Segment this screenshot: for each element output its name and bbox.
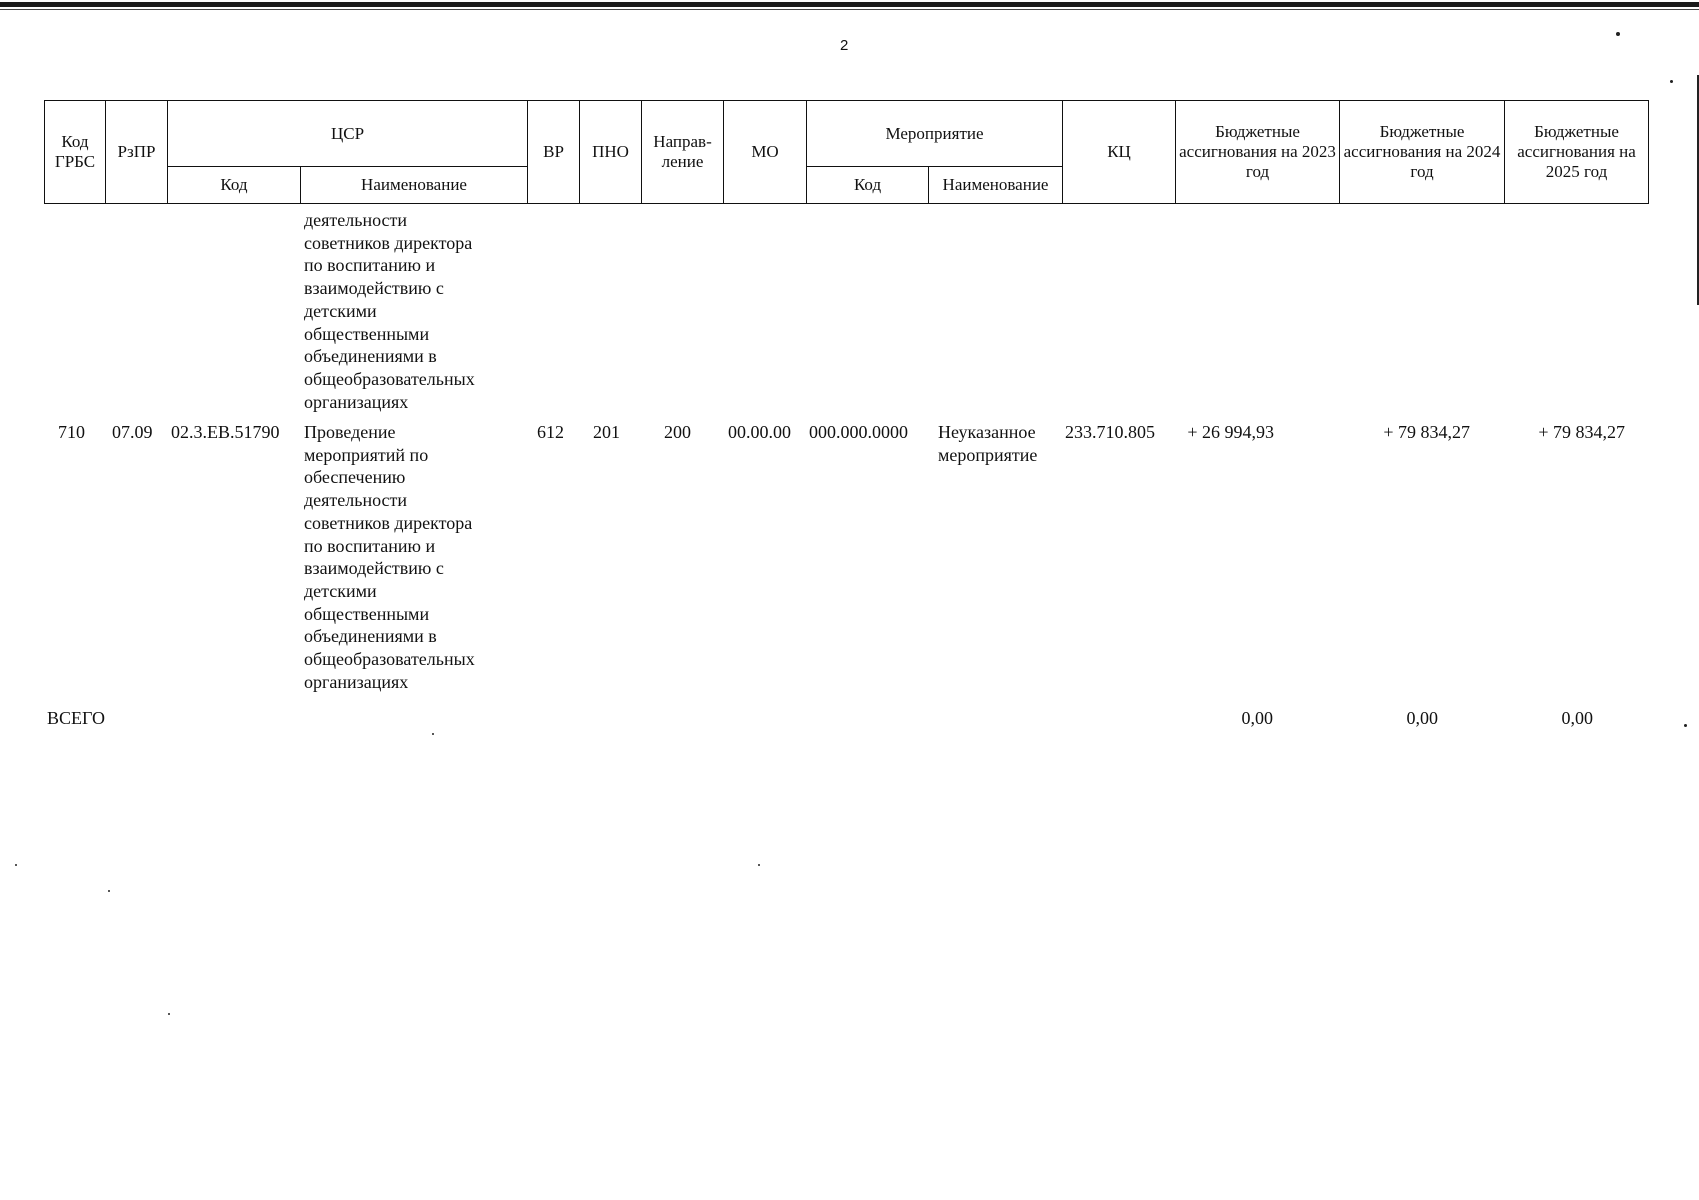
row-pno: 201 <box>593 422 620 442</box>
row-budget-2024: + 79 834,27 <box>1383 422 1470 442</box>
scan-speck <box>1670 80 1673 83</box>
row-mo: 00.00.00 <box>728 422 791 442</box>
row-grbs: 710 <box>58 422 85 442</box>
total-budget-2023: 0,00 <box>1241 708 1273 728</box>
continued-line: взаимодействию с <box>304 278 444 299</box>
scan-speck <box>108 890 110 892</box>
header-csr-code: Код <box>168 167 301 204</box>
row-event-code: 000.000.0000 <box>809 422 908 442</box>
csr-name-line: мероприятий по <box>304 444 429 465</box>
total-budget-2024: 0,00 <box>1406 708 1438 728</box>
csr-name-line: общеобразовательных <box>304 649 475 670</box>
header-event-code: Код <box>807 167 929 204</box>
continued-line: общественными <box>304 323 430 344</box>
csr-name-line: по воспитанию и <box>304 535 436 556</box>
total-label: ВСЕГО <box>47 708 105 728</box>
header-pno: ПНО <box>580 101 642 204</box>
continued-line: по воспитанию и <box>304 255 436 276</box>
csr-name-line: Проведение <box>304 422 396 442</box>
csr-name-line: обеспечению <box>304 467 406 488</box>
csr-name-line: детскими <box>304 580 377 601</box>
header-mo: МО <box>724 101 807 204</box>
row-event-name <box>938 421 1037 466</box>
scan-speck <box>1684 724 1687 727</box>
row-budget-2025: + 79 834,27 <box>1538 422 1625 442</box>
header-csr-name: Наименование <box>301 167 528 204</box>
header-budget-2023: Бюджетные ассигнования на 2023 год <box>1176 101 1340 204</box>
scan-edge-line <box>0 9 1699 10</box>
scan-edge-top <box>0 2 1699 7</box>
scan-speck <box>1616 32 1620 36</box>
csr-name-line: советников директора <box>304 512 473 533</box>
continued-name <box>304 209 475 413</box>
continued-line: объединениями в <box>304 346 437 367</box>
continued-line: детскими <box>304 300 377 321</box>
continued-line: общеобразовательных <box>304 368 475 389</box>
csr-name-line: деятельности <box>304 490 408 511</box>
header-csr: ЦСР <box>168 101 528 167</box>
row-csr-code: 02.3.ЕВ.51790 <box>171 422 280 442</box>
total-budget-2025: 0,00 <box>1561 708 1593 728</box>
scan-speck <box>758 864 760 866</box>
event-name-line: Неуказанное <box>938 422 1036 442</box>
header-budget-2025: Бюджетные ассигнования на 2025 год <box>1505 101 1649 204</box>
page-number: 2 <box>840 37 849 54</box>
header-kc: КЦ <box>1063 101 1176 204</box>
header-budget-2024: Бюджетные ассигнования на 2024 год <box>1340 101 1505 204</box>
csr-name-line: взаимодействию с <box>304 558 444 579</box>
header-grbs: Код ГРБС <box>45 101 106 204</box>
csr-name-line: объединениями в <box>304 626 437 647</box>
header-direction: Направ-ление <box>642 101 724 204</box>
header-rzpr: РзПР <box>106 101 168 204</box>
continued-line: деятельности <box>304 210 408 230</box>
row-kc: 233.710.805 <box>1065 422 1155 442</box>
csr-name-line: организациях <box>304 671 409 692</box>
continued-line: советников директора <box>304 232 473 253</box>
row-budget-2023: + 26 994,93 <box>1187 422 1274 442</box>
scan-speck <box>432 733 434 735</box>
row-rzpr: 07.09 <box>112 422 153 442</box>
scan-speck <box>15 864 17 866</box>
row-csr-name <box>304 421 475 693</box>
header-event: Мероприятие <box>807 101 1063 167</box>
event-name-line: мероприятие <box>938 444 1038 465</box>
header-vr: ВР <box>528 101 580 204</box>
scan-speck <box>168 1013 170 1015</box>
table-header <box>44 100 1649 204</box>
continued-line: организациях <box>304 391 409 412</box>
row-direction: 200 <box>664 422 691 442</box>
csr-name-line: общественными <box>304 603 430 624</box>
row-vr: 612 <box>537 422 564 442</box>
header-event-name: Наименование <box>929 167 1063 204</box>
